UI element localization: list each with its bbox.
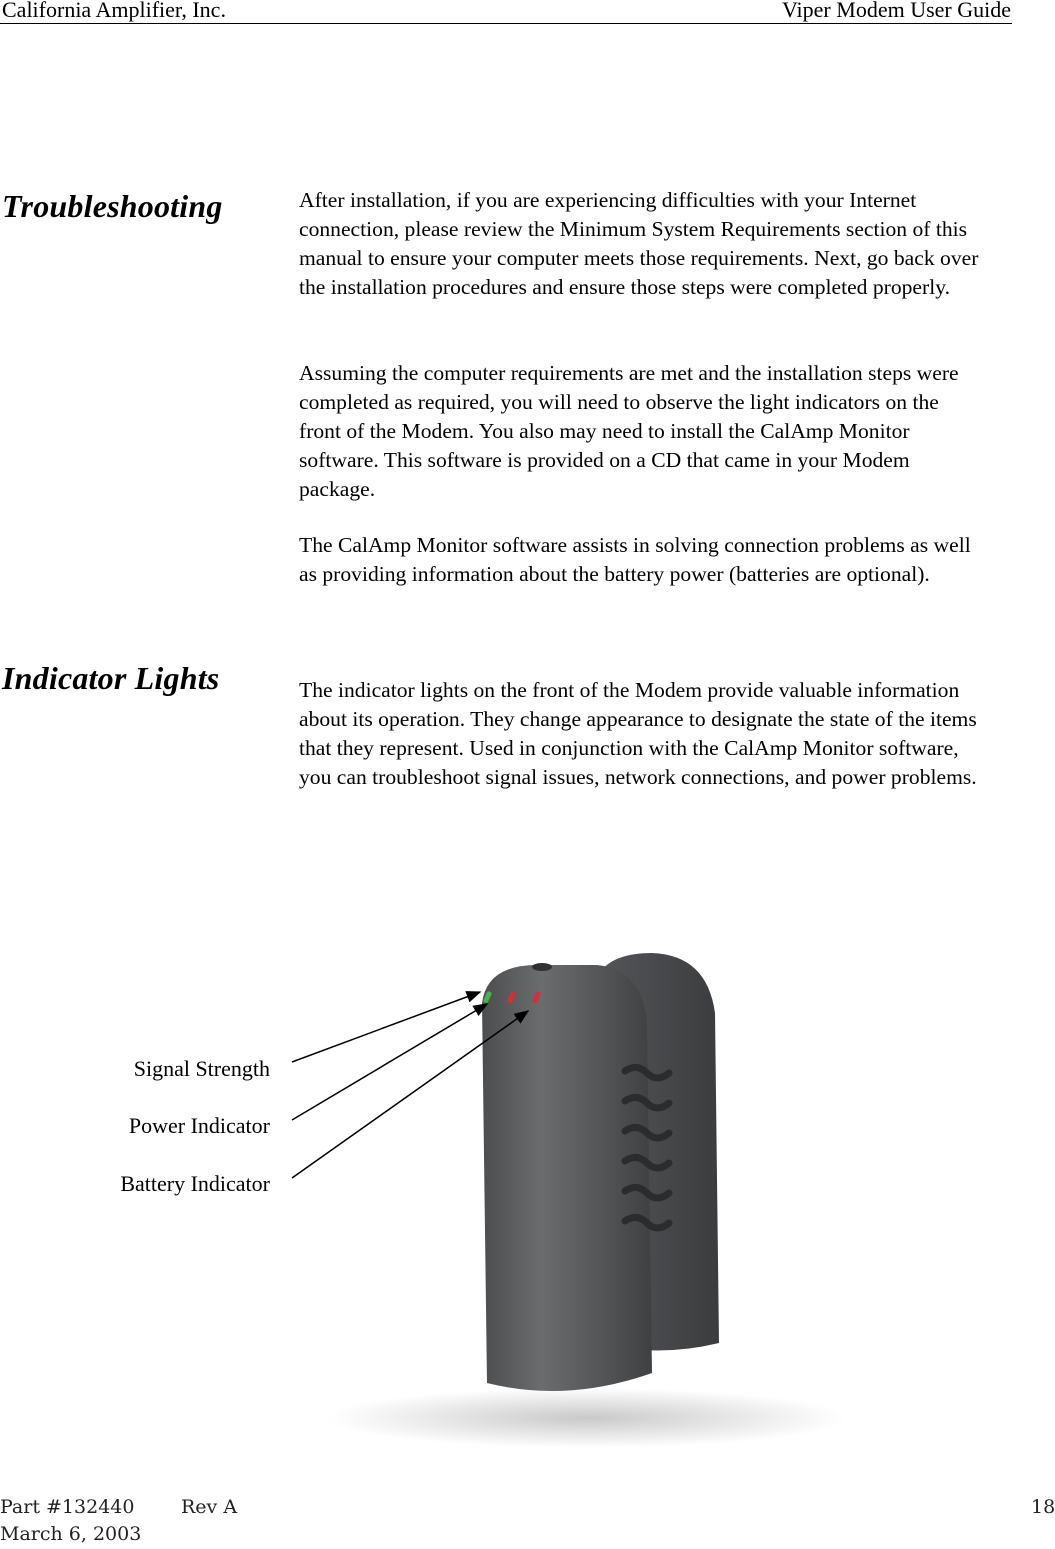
header-company: California Amplifier, Inc. [2, 0, 226, 22]
battery-indicator-label: Battery Indicator [120, 1171, 270, 1196]
footer-date: March 6, 2003 [0, 1523, 142, 1545]
indicator-lights-paragraph: The indicator lights on the front of the Modem provide valuable information about its operation. They change appearance to designate the state of the items that they represent. Used in conjunction with the CalAmp Monitor software, you can troubleshoot signal issues, network connections, and power problems. [299, 678, 977, 789]
signal-strength-label: Signal Strength [133, 1056, 270, 1081]
footer-part-number: Part #132440 [0, 1496, 135, 1518]
header-rule [0, 23, 1012, 24]
troubleshooting-paragraph-2: Assuming the computer requirements are met and the installation steps were completed as required, you will need to observe the light indicators on the front of the Modem. You also may need to install the CalAmp Monitor software. This software is provided on a CD that came in your Modem package. [299, 361, 959, 501]
footer-revision: Rev A [181, 1496, 238, 1518]
troubleshooting-paragraph-3: The CalAmp Monitor software assists in solving connection problems as well as providing information about the battery power (batteries are optional). [299, 533, 971, 586]
header-guide-title: Viper Modem User Guide [781, 0, 1011, 22]
modem-illustration [297, 903, 858, 1446]
modem-front-section [482, 965, 652, 1391]
troubleshooting-paragraph-1: After installation, if you are experiencing difficulties with your Internet connection, please review the Minimum System Requirements section of this manual to ensure your computer meets those requirements. Next, go back over the installation procedures and ensure those steps were completed properly. [299, 188, 979, 299]
footer-page-number: 18 [1031, 1496, 1055, 1518]
troubleshooting-heading: Troubleshooting [2, 188, 223, 224]
indicator-lights-heading: Indicator Lights [2, 660, 220, 696]
modem-photo [297, 903, 858, 1446]
power-indicator-label: Power Indicator [128, 1113, 270, 1138]
floor-shadow [327, 1388, 847, 1446]
modem-button [532, 963, 552, 971]
